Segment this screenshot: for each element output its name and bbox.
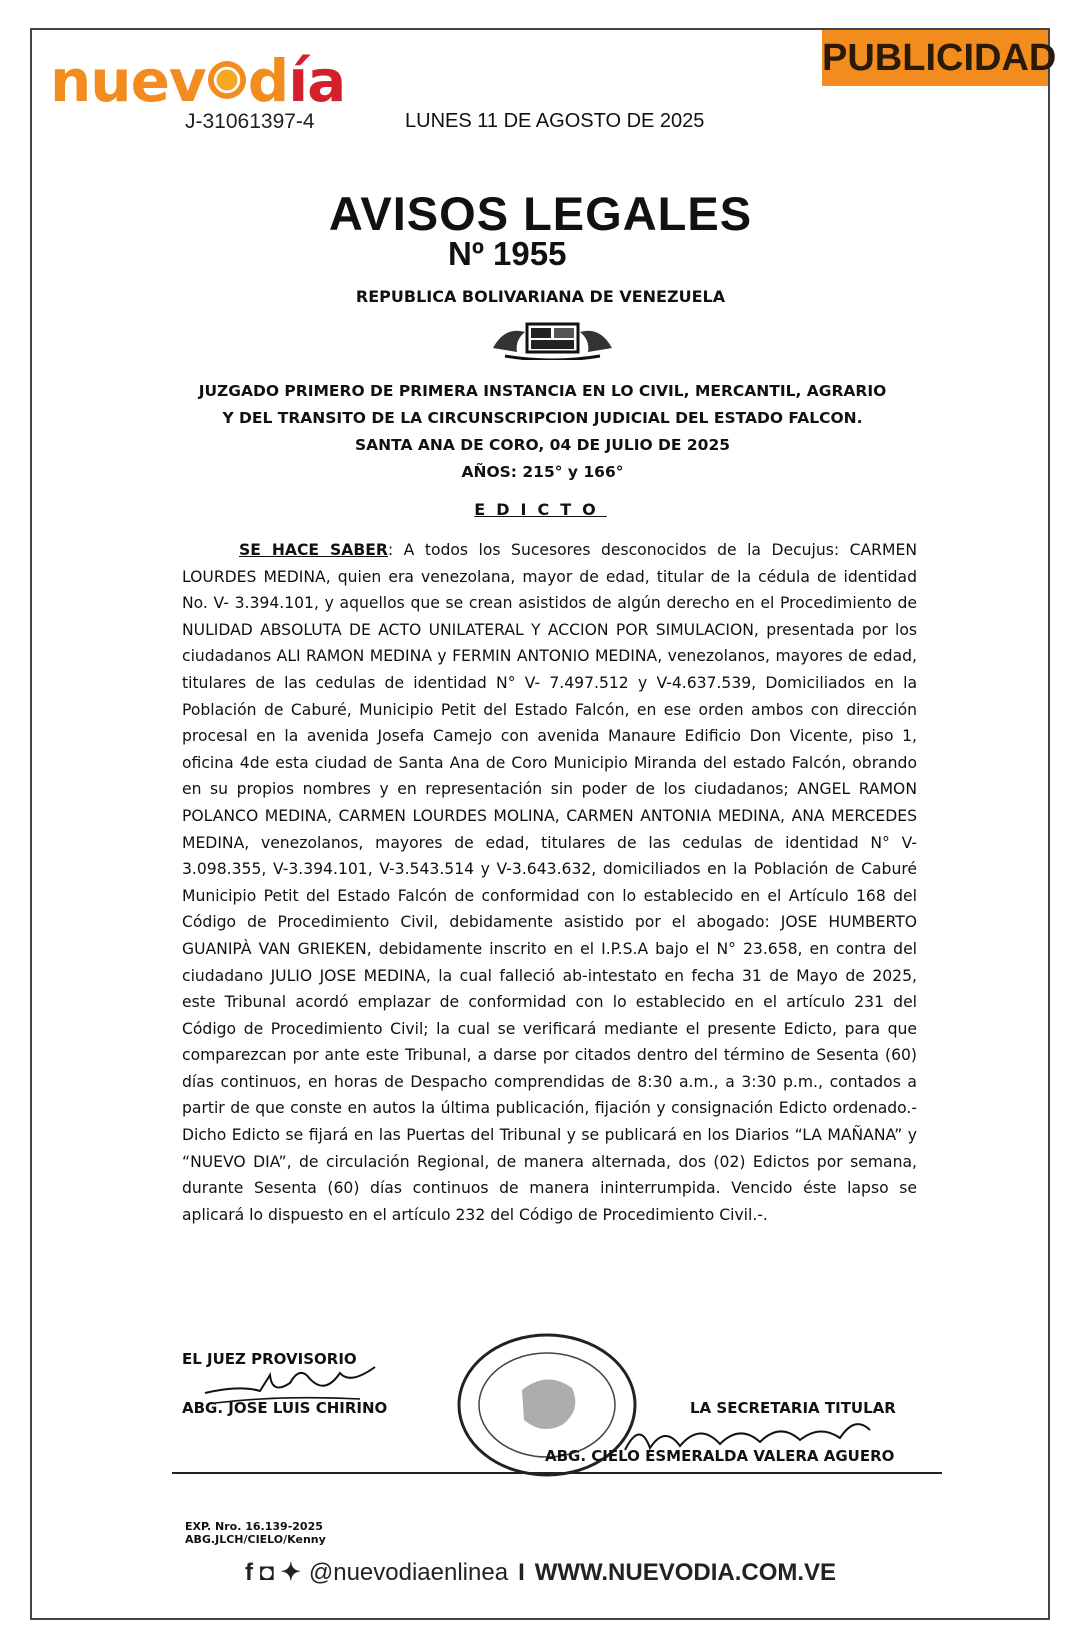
nuevodia-logo: nuev día — [50, 47, 346, 115]
footer-separator: I — [518, 1559, 525, 1586]
divider — [172, 1472, 942, 1474]
social-handle: @nuevodiaenlinea — [308, 1559, 509, 1586]
publicidad-badge: PUBLICIDAD — [822, 30, 1048, 86]
file-number: EXP. Nro. 16.139-2025 — [185, 1520, 323, 1533]
edicto-text: : A todos los Sucesores desconocidos de la Decujus: CARMEN LOURDES MEDINA, quien era venezolana, mayor de edad, titular de la cédula de identidad No. V- 3.394.101, y aquellos que se crean asistidos de algún derecho en el Procedimiento de NULIDAD ABSOLUTA DE ACTO UNILATERAL Y ACCION POR SIMULACION, presentada por los ciudadanos ALI RAMON MEDINA y FERMIN ANTONIO MEDINA, venezolanos, mayores de edad, titulares de las cedulas de identidad N° V- 7.497.512 y V-4.637.539, Domiciliados en la Población de Caburé, Municipio Petit del Estado Falcón, en ese orden ambos con dirección procesal en la avenida Josefa Camejo con avenida Manaure Edificio Don Vicente, piso 1, oficina 4de esta ciudad de Santa Ana de Coro Municipio Miranda del estado Falcón, obrando en su propios nombres y en representación sin poder de los ciudadanos; ANGEL RAMON POLANCO MEDINA, CARMEN LOURDES MOLINA, CARMEN ANTONIA MEDINA, ANA MERCEDES MEDINA, venezolanos, mayores de edad, titulares de las cedulas de identidad N° V-3.098.355, V-3.394.101, V-3.543.514 y V-3.643.632, domiciliados en la Población de Caburé Municipio Petit del Estado Falcón de conformidad con lo establecido en el Artículo 168 del Código de Procedimiento Civil, debidamente asistido por el abogado: JOSE HUMBERTO GUANIPÀ VAN GRIEKEN, debidamente inscrito en el I.P.S.A bajo el N° 23.658, en contra del ciudadano JULIO JOSE MEDINA, la cual falleció ab-intestato en fecha 31 de Mayo de 2025, este Tribunal acordó emplazar de conformidad con lo establecido en el artículo 231 del Código de Procedimiento Civil; la cual se verificará mediante el presente Edicto, para que comparezcan por ante este Tribunal, a darse por citados dentro del término de Sesenta (60) días continuos, en horas de Despacho comprendidas de 8:30 a.m., a 3:30 p.m., contados a partir de que conste en autos la última publicación, fijación y consignación Edicto ordenado.- Dicho Edicto se fijará en las Puertas del Tribunal y se publicará en los Diarios “LA MAÑANA” y “NUEVO DIA”, de circulación Regional, de manera alternada, dos (02) Edictos por semana, durante Sesenta (60) días continuos de manera ininterrumpida. Vencido éste lapso se aplicará lo dispuesto en el artículo 232 del Código de Procedimiento Civil.-. — [182, 541, 917, 1224]
social-media-icons: f ◘ ✦ — [244, 1559, 301, 1586]
secretary-label: LA SECRETARIA TITULAR — [690, 1399, 896, 1417]
court-years: AÑOS: 215° y 166° — [461, 463, 624, 481]
sun-icon — [208, 61, 246, 99]
court-line: JUZGADO PRIMERO DE PRIMERA INSTANCIA EN LO CIVIL, MERCANTIL, AGRARIO — [198, 382, 887, 400]
website-url: WWW.NUEVODIA.COM.VE — [534, 1559, 837, 1586]
secretary-name: ABG. CIELO ESMERALDA VALERA AGUERO — [545, 1447, 895, 1465]
file-reference — [185, 1520, 326, 1546]
page-title: AVISOS LEGALES — [328, 187, 753, 240]
publication-date: LUNES 11 DE AGOSTO DE 2025 — [405, 110, 705, 132]
judge-label: EL JUEZ PROVISORIO — [182, 1350, 357, 1368]
court-line: Y DEL TRANSITO DE LA CIRCUNSCRIPCION JUDICIAL DEL ESTADO FALCON. — [222, 409, 863, 427]
court-date: SANTA ANA DE CORO, 04 DE JULIO DE 2025 — [354, 436, 731, 454]
republic-heading: REPUBLICA BOLIVARIANA DE VENEZUELA — [355, 287, 726, 306]
edicto-lead: SE HACE SABER — [239, 541, 388, 559]
edicto-body — [182, 537, 917, 1228]
issue-number: Nº 1955 — [448, 235, 567, 272]
court-heading — [150, 378, 935, 486]
footer — [0, 1558, 1081, 1587]
coat-of-arms-icon — [485, 318, 620, 360]
rif-number: J-31061397-4 — [185, 110, 315, 133]
file-initials: ABG.JLCH/CIELO/Kenny — [185, 1533, 326, 1546]
judge-name: ABG. JOSE LUIS CHIRINO — [182, 1399, 388, 1417]
edicto-heading: EDICTO — [474, 500, 607, 519]
